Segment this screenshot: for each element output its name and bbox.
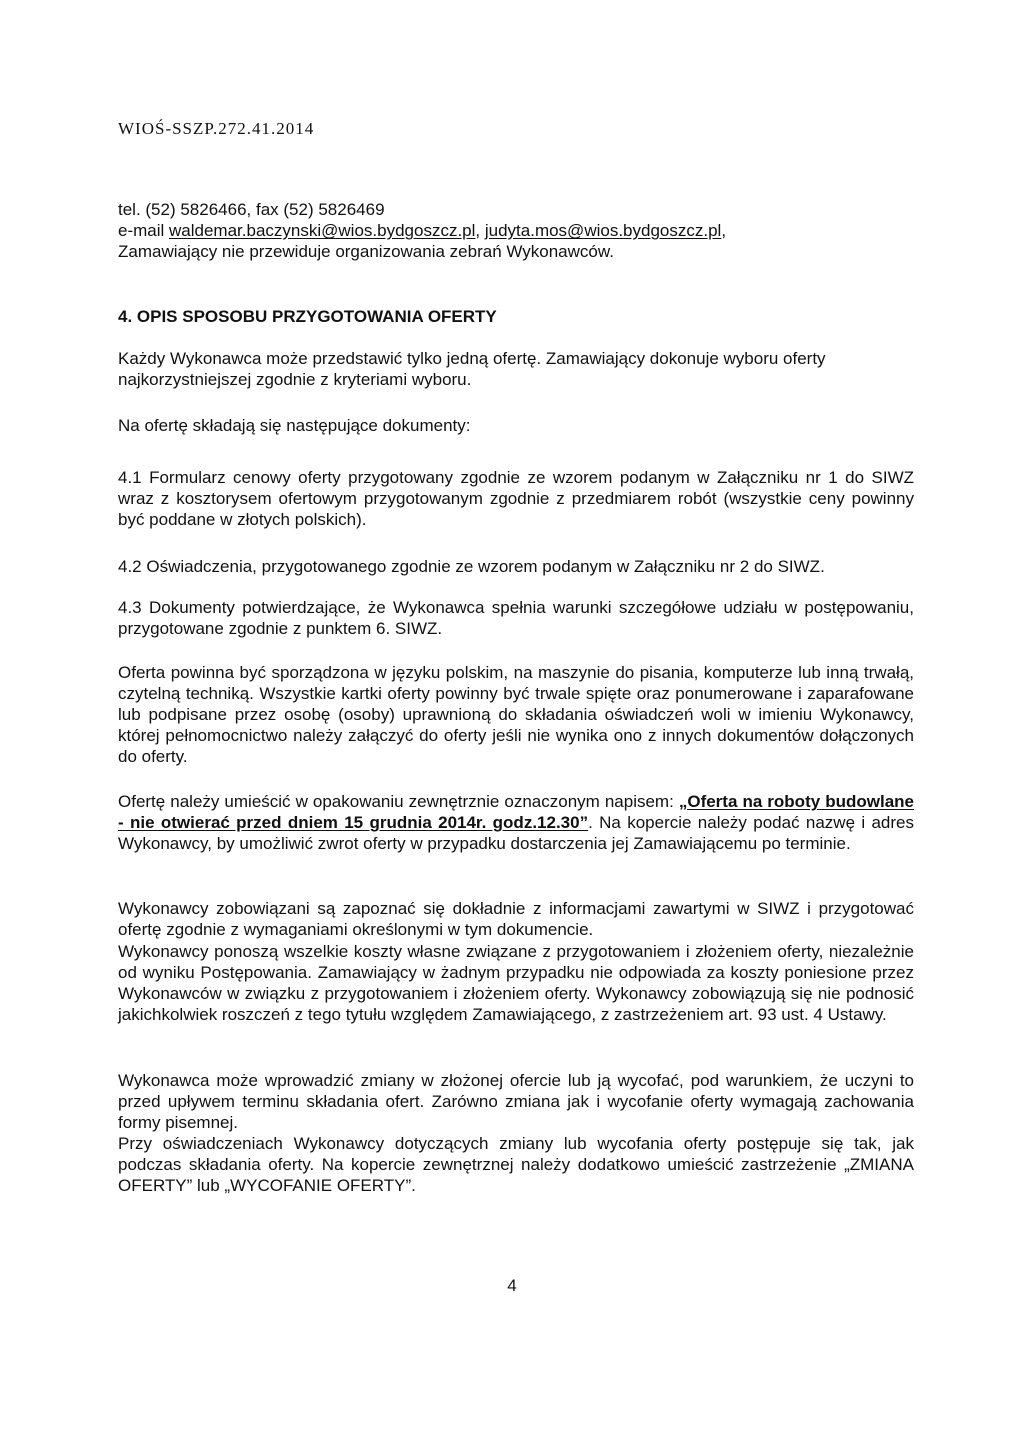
- reference-number: WIOŚ-SSZP.272.41.2014: [118, 119, 315, 138]
- phone-fax: tel. (52) 5826466, fax (52) 5826469: [118, 200, 385, 219]
- meetings-note: Zamawiający nie przewiduje organizowania zebrań Wykonawców.: [118, 242, 614, 261]
- contact-block: [118, 199, 914, 262]
- changes-paragraph-1: Wykonawca może wprowadzić zmiany w złożonej ofercie lub ją wycofać, pod warunkiem, że uczyni to przed upływem terminu składania ofert. Zarówno zmiana jak i wycofanie oferty wymagają zachowania formy pisemnej.: [118, 1071, 914, 1132]
- list-item-4-2: 4.2 Oświadczenia, przygotowanego zgodnie ze wzorem podanym w Załączniku nr 2 do SIWZ.: [118, 557, 825, 576]
- email-suffix: ,: [721, 221, 727, 240]
- envelope-tail: . Na kopercie należy podać nazwę i adres Wykonawcy, by umożliwić zwrot oferty w przypadku dostarczenia jej Zamawiającemu po terminie.: [118, 813, 914, 853]
- envelope-lead: Ofertę należy umieścić w opakowaniu zewnętrznie oznaczonym napisem:: [118, 792, 679, 811]
- changes-paragraph-2: Przy oświadczeniach Wykonawcy dotyczących zmiany lub wycofania oferty postępuje się tak, jak podczas składania oferty. Na kopercie zewnętrznej należy dodatkowo umieścić zastrzeżenie „ZMIANA OFERTY” lub „WYCOFANIE OFERTY”.: [118, 1134, 914, 1195]
- email-prefix: e-mail: [118, 221, 170, 240]
- envelope-marking: „Oferta na roboty budowlane - nie otwierać przed dniem 15 grudnia 2014r. godz.12.30”: [118, 792, 914, 832]
- list-item-4-1: 4.1 Formularz cenowy oferty przygotowany zgodnie ze wzorem podanym w Załączniku nr 1 do SIWZ wraz z kosztorysem ofertowym przygotowanym zgodnie z przedmiarem robót (wszystkie ceny powinny być poddane w złotych polskich).: [118, 468, 914, 529]
- email-separator: ,: [475, 221, 485, 240]
- email-link-baczynski[interactable]: waldemar.baczynski@wios.bydgoszcz.pl: [169, 221, 476, 240]
- list-item-4-3: 4.3 Dokumenty potwierdzające, że Wykonawca spełnia warunki szczegółowe udziału w postępowaniu, przygotowane zgodnie z punktem 6. SIWZ.: [118, 598, 914, 638]
- envelope-paragraph: [118, 791, 914, 854]
- obligations-paragraph-1: Wykonawcy zobowiązani są zapoznać się dokładnie z informacjami zawartymi w SIWZ i przygotować ofertę zgodnie z wymaganiami określonymi w tym dokumencie.: [118, 899, 914, 939]
- documents-intro: Na ofertę składają się następujące dokumenty:: [118, 416, 471, 435]
- email-link-mos[interactable]: judyta.mos@wios.bydgoszcz.pl: [484, 221, 722, 240]
- obligations-paragraph-2: Wykonawcy ponoszą wszelkie koszty własne związane z przygotowaniem i złożeniem oferty, niezależnie od wyniku Postępowania. Zamawiający w żadnym przypadku nie odpowiada za koszty poniesione przez Wykonawców w związku z przygotowaniem i złożeniem oferty. Wykonawcy zobowiązują się nie podnosić jakichkolwiek roszczeń z tego tytułu względem Zamawiającego, z zastrzeżeniem art. 93 ust. 4 Ustawy.: [118, 942, 914, 1024]
- email-line: [118, 220, 914, 241]
- section-heading: 4. OPIS SPOSOBU PRZYGOTOWANIA OFERTY: [118, 307, 497, 326]
- intro-paragraph: Każdy Wykonawca może przedstawić tylko jedną ofertę. Zamawiający dokonuje wyboru oferty najkorzystniejszej zgodnie z kryteriami wyboru.: [118, 349, 826, 389]
- page-number: 4: [507, 1276, 517, 1295]
- language-paragraph: Oferta powinna być sporządzona w języku polskim, na maszynie do pisania, komputerze lub inną trwałą, czytelną techniką. Wszystkie kartki oferty powinny być trwale spięte oraz ponumerowane i zaparafowane lub podpisane przez osobę (osoby) uprawnioną do składania oświadczeń woli w imieniu Wykonawcy, której pełnomocnictwo należy załączyć do oferty jeśli nie wynika ono z innych dokumentów dołączonych do oferty.: [118, 663, 914, 766]
